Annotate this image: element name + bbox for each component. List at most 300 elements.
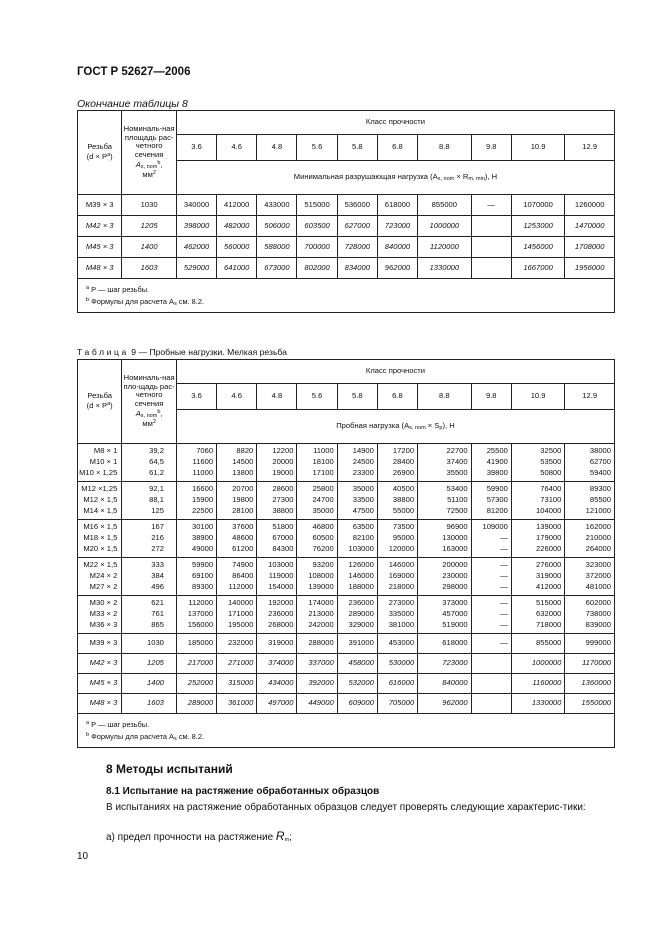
area-value: 92,1	[149, 484, 164, 494]
load-value: —	[500, 560, 508, 570]
table-row-group	[78, 596, 615, 634]
thread-cell	[78, 482, 122, 520]
load-value: 264000	[585, 543, 611, 553]
thread-value: M24 × 2	[89, 571, 118, 581]
load-value: 62700	[589, 457, 611, 467]
load-cell	[471, 216, 511, 237]
load-value: 25800	[312, 484, 334, 494]
load-value: 374000	[268, 658, 294, 668]
load-value: 298000	[442, 581, 468, 591]
load-cell: 641000	[217, 258, 257, 279]
load-value: 84300	[272, 543, 294, 553]
load-cell: 700000	[297, 237, 337, 258]
load-cell: 855000	[418, 195, 472, 216]
load-cell	[257, 654, 297, 674]
load-value: 63500	[352, 522, 374, 532]
footnote-b-end: см. 8.2.	[176, 297, 204, 306]
load-cell	[418, 520, 472, 558]
load-cell	[565, 520, 615, 558]
load-value: 17200	[392, 446, 415, 456]
thread-cell	[78, 674, 122, 694]
table9-caption-word: Таблица	[77, 347, 129, 357]
load-cell: 529000	[176, 258, 216, 279]
load-value: 273000	[388, 598, 415, 608]
load-value: 28100	[232, 505, 254, 515]
area-cell: 1400	[122, 237, 177, 258]
load-value: 139000	[308, 581, 334, 591]
load-value: 453000	[388, 638, 415, 648]
footnote-b-sub: s	[173, 301, 177, 307]
load-header-sub: s, nom	[437, 175, 455, 182]
load-cell: 1330000	[418, 258, 472, 279]
table-row	[78, 216, 615, 237]
rm-subscript: m	[284, 837, 290, 843]
class-cell: 10.9	[511, 384, 565, 410]
load-value: 329000	[348, 619, 374, 629]
load-value: 609000	[348, 698, 374, 708]
load-cell	[511, 654, 565, 674]
load-value: 515000	[536, 598, 562, 608]
thread-value: M10 × 1,25	[79, 467, 118, 477]
load-value: 112000	[188, 598, 214, 608]
load-value: 1330000	[531, 698, 562, 708]
load-value: 104000	[536, 505, 562, 515]
load-value: 392000	[308, 678, 334, 688]
thread-header-end: )	[110, 401, 113, 410]
load-cell: 1120000	[418, 237, 472, 258]
load-cell	[511, 558, 565, 596]
load-cell: 673000	[257, 258, 297, 279]
thread-value: M30 × 2	[89, 598, 118, 608]
class-cell: 6.8	[377, 384, 417, 410]
thread-value: M22 × 1,5	[83, 560, 118, 570]
load-value: 81200	[486, 505, 508, 515]
area-cell	[122, 596, 177, 634]
load-value: 89300	[191, 581, 214, 591]
load-value: 17100	[312, 467, 334, 477]
load-cell	[471, 258, 511, 279]
area-cell	[122, 674, 177, 694]
load-header-end: ), Н	[442, 420, 455, 430]
load-value: 140000	[227, 598, 254, 608]
load-value: 855000	[536, 638, 562, 648]
load-value: 24700	[312, 495, 334, 505]
thread-cell: M45 × 3	[78, 237, 122, 258]
area-value: 865	[151, 619, 164, 629]
notes-row	[78, 279, 615, 313]
load-cell: 506000	[257, 216, 297, 237]
load-value: 232000	[227, 638, 254, 648]
thread-cell: M39 × 3	[78, 195, 122, 216]
thread-cell	[78, 654, 122, 674]
table-row-group	[78, 654, 615, 674]
load-value: 337000	[308, 658, 334, 668]
load-value: 72500	[446, 505, 468, 515]
load-cell	[297, 654, 337, 674]
load-cell: 618000	[377, 195, 417, 216]
load-value: —	[500, 598, 508, 608]
load-value: 59900	[191, 560, 214, 570]
load-value: 200000	[442, 560, 468, 570]
class-cell: 9.8	[471, 135, 511, 161]
load-value: 59900	[486, 484, 508, 494]
load-cell: 1000000	[418, 216, 472, 237]
load-cell	[377, 558, 417, 596]
thread-value: M27 × 2	[89, 581, 118, 591]
load-value: 57300	[486, 495, 508, 505]
load-cell	[471, 558, 511, 596]
area-subscript: s, nom	[140, 412, 158, 419]
area-value: 1400	[147, 678, 164, 688]
class-cell: 12.9	[565, 135, 615, 161]
load-cell	[565, 482, 615, 520]
load-cell	[297, 444, 337, 482]
load-value: 1360000	[581, 678, 611, 688]
load-cell	[217, 654, 257, 674]
load-value: 632000	[536, 609, 562, 619]
area-cell: 1603	[122, 258, 177, 279]
list-item-text: а) предел прочности на растяжение	[106, 832, 276, 843]
load-cell: 728000	[337, 237, 377, 258]
area-unit-power: 2	[152, 170, 156, 177]
load-header-mid: × S	[425, 420, 440, 430]
table-row	[78, 258, 615, 279]
load-value: 14900	[352, 446, 374, 456]
footnote-mark: b	[157, 408, 161, 415]
footnote-mark: a	[86, 720, 90, 726]
load-cell	[511, 694, 565, 714]
load-value: 27300	[272, 495, 294, 505]
load-value: 24500	[352, 457, 374, 467]
load-header-end: ), Н	[484, 171, 498, 181]
load-value: 76200	[312, 543, 334, 553]
load-cell	[217, 634, 257, 654]
class-cell: 12.9	[565, 384, 615, 410]
load-value: 16600	[191, 484, 214, 494]
load-value: 602000	[585, 598, 611, 608]
load-value: 19000	[272, 467, 294, 477]
load-cell	[377, 482, 417, 520]
load-value: 32500	[540, 446, 562, 456]
load-cell: 802000	[297, 258, 337, 279]
thread-value: M45 × 3	[89, 678, 118, 688]
list-item-a	[106, 829, 292, 843]
load-value: 434000	[268, 678, 294, 688]
strength-class-header: Класс прочности	[176, 111, 614, 135]
load-value: 481000	[585, 581, 611, 591]
footnote-a-text: P — шаг резьбы.	[91, 285, 150, 294]
load-value: 174000	[308, 598, 334, 608]
load-value: —	[500, 533, 508, 543]
load-cell	[418, 596, 472, 634]
thread-cell: M48 × 3	[78, 258, 122, 279]
load-cell	[257, 444, 297, 482]
load-value: 381000	[388, 619, 415, 629]
load-cell	[337, 444, 377, 482]
load-value: 40500	[392, 484, 415, 494]
thread-header-label: Резьба	[87, 391, 112, 401]
thread-header-end: )	[110, 152, 113, 161]
area-cell: 1030	[122, 195, 177, 216]
load-value: 192000	[268, 598, 294, 608]
section-paragraph: В испытаниях на растяжение обработанных образцов следует проверять следующие характерис-тики:	[106, 802, 586, 813]
area-header-label: Номиналь-ная площадь рас-четного сечения	[123, 124, 175, 160]
load-value: 146000	[388, 560, 415, 570]
thread-header-formula: (d × P	[86, 401, 108, 410]
thread-header-label: Резьба	[87, 142, 112, 152]
load-cell	[565, 558, 615, 596]
load-cell	[377, 596, 417, 634]
load-cell	[337, 558, 377, 596]
area-header: Номиналь-ная пло-щадь рас-четного сечения As, nom$^b$, $мм^2$	[122, 360, 177, 444]
load-value: 242000	[308, 619, 334, 629]
area-value: 496	[151, 581, 164, 591]
thread-value: M33 × 2	[89, 609, 118, 619]
load-value: 236000	[348, 598, 374, 608]
footnote-mark: a	[86, 285, 90, 291]
load-value: 47500	[352, 505, 374, 515]
document-code: ГОСТ Р 52627—2006	[77, 66, 191, 78]
load-cell	[297, 558, 337, 596]
load-value: 49000	[191, 543, 214, 553]
load-cell	[418, 654, 472, 674]
table-row-group	[78, 444, 615, 482]
load-value: 391000	[348, 638, 374, 648]
thread-header	[78, 111, 122, 195]
load-cell: —	[471, 195, 511, 216]
table9-caption-text: 9 — Пробные нагрузки. Мелкая резьба	[131, 347, 287, 357]
thread-value: M10 × 1	[89, 457, 118, 467]
footnote-b-text: Формулы для расчета A	[91, 297, 174, 306]
thread-value: M20 × 1,5	[83, 543, 118, 553]
load-cell: 834000	[337, 258, 377, 279]
load-value: 46800	[312, 522, 334, 532]
load-value: 276000	[536, 560, 562, 570]
load-value: 11600	[192, 457, 214, 467]
load-value: 252000	[187, 678, 214, 688]
load-value: 121000	[585, 505, 611, 515]
load-cell	[471, 444, 511, 482]
load-cell	[257, 596, 297, 634]
table-row-group	[78, 482, 615, 520]
load-cell	[511, 444, 565, 482]
load-value: 61200	[232, 543, 254, 553]
load-value: —	[500, 581, 508, 591]
area-value: 64,5	[149, 457, 164, 467]
load-value: 38000	[589, 446, 611, 456]
load-value: 213000	[308, 609, 334, 619]
load-cell	[565, 674, 615, 694]
class-cell: 5.8	[337, 135, 377, 161]
load-value: 412000	[536, 581, 562, 591]
load-value: 51800	[272, 522, 294, 532]
load-value: 19800	[232, 495, 254, 505]
load-value: 723000	[442, 658, 468, 668]
thread-value: M18 × 1,5	[83, 533, 118, 543]
load-cell	[176, 674, 216, 694]
rm-symbol: R	[275, 829, 285, 843]
area-value: 272	[151, 543, 164, 553]
load-value: 162000	[585, 522, 611, 532]
table-row-group	[78, 520, 615, 558]
thread-value: M48 × 3	[89, 698, 118, 708]
area-cell	[122, 654, 177, 674]
load-cell: 840000	[377, 237, 417, 258]
area-value: 384	[151, 571, 164, 581]
load-value: 55000	[392, 505, 415, 515]
load-value: 112000	[228, 581, 254, 591]
thread-value: M39 × 3	[89, 638, 118, 648]
load-cell	[511, 482, 565, 520]
load-value: 38900	[191, 533, 214, 543]
load-cell: 560000	[217, 237, 257, 258]
load-value: 519000	[442, 619, 468, 629]
load-value: 59400	[589, 467, 611, 477]
load-value: 85500	[589, 495, 611, 505]
load-cell	[297, 674, 337, 694]
load-value: 11000	[313, 446, 334, 456]
load-value: 840000	[442, 678, 468, 688]
thread-header-formula: (d × P	[86, 152, 108, 161]
load-cell	[257, 694, 297, 714]
load-cell	[176, 444, 216, 482]
load-value: 60500	[312, 533, 334, 543]
load-value: 103000	[268, 560, 294, 570]
footnote-mark: b	[86, 297, 90, 303]
load-value: 20000	[272, 457, 294, 467]
area-header-label: Номиналь-ная пло-щадь рас-четного сечения	[123, 373, 175, 409]
load-value: 126000	[348, 560, 374, 570]
load-cell	[471, 237, 511, 258]
load-value: 236000	[268, 609, 294, 619]
area-value: 1205	[147, 658, 164, 668]
load-value: 210000	[585, 533, 611, 543]
load-value: 48600	[232, 533, 254, 543]
load-value: 457000	[442, 609, 468, 619]
load-value: 53400	[446, 484, 468, 494]
area-value: 88,1	[149, 495, 164, 505]
table-row-group	[78, 694, 615, 714]
footnote-a-text: P — шаг резьбы.	[91, 720, 150, 729]
load-value: 14500	[232, 457, 254, 467]
load-header-sub: s, nom	[409, 424, 426, 431]
load-cell	[217, 520, 257, 558]
area-symbol: A	[135, 408, 141, 418]
table8-caption: Окончание таблицы 8	[77, 98, 188, 110]
load-value: 103000	[348, 543, 374, 553]
area-cell	[122, 558, 177, 596]
class-cell: 5.6	[297, 135, 337, 161]
load-value: 323000	[585, 560, 611, 570]
load-value: —	[500, 571, 508, 581]
load-cell: 433000	[257, 195, 297, 216]
load-cell	[377, 674, 417, 694]
area-unit: мм	[142, 170, 153, 180]
load-cell: 1470000	[565, 216, 615, 237]
class-cell: 4.6	[217, 135, 257, 161]
load-value: 108000	[308, 571, 334, 581]
class-cell: 3.6	[176, 384, 216, 410]
load-cell	[377, 694, 417, 714]
load-value: 8820	[236, 446, 254, 456]
load-value: 458000	[348, 658, 374, 668]
area-cell	[122, 520, 177, 558]
load-value: 226000	[536, 543, 562, 553]
load-header-text: Пробная нагрузка (A	[336, 420, 410, 430]
load-cell: 1956000	[565, 258, 615, 279]
load-value: —	[500, 609, 508, 619]
class-cell: 6.8	[377, 135, 417, 161]
load-value: 139000	[536, 522, 562, 532]
load-cell	[176, 558, 216, 596]
load-cell	[217, 482, 257, 520]
list-item-end: ;	[289, 832, 292, 843]
header-row	[78, 111, 615, 135]
load-value: 69100	[191, 571, 214, 581]
load-value: 86400	[232, 571, 254, 581]
area-value: 1030	[147, 638, 164, 648]
load-value: 28600	[272, 484, 294, 494]
load-value: 532000	[348, 678, 374, 688]
load-value: 163000	[442, 543, 468, 553]
load-value: 109000	[482, 522, 508, 532]
footnote-b-end: см. 8.2.	[176, 732, 204, 741]
load-value: 154000	[268, 581, 294, 591]
load-value: 73100	[540, 495, 562, 505]
load-value: 146000	[348, 571, 374, 581]
load-value: 95000	[392, 533, 415, 543]
load-cell	[176, 482, 216, 520]
load-cell	[418, 634, 472, 654]
load-value: 93200	[312, 560, 334, 570]
thread-header	[78, 360, 122, 444]
table9-caption	[77, 347, 287, 357]
thread-value: M16 × 1,5	[83, 522, 118, 532]
load-cell	[377, 520, 417, 558]
load-cell	[297, 520, 337, 558]
load-cell	[217, 558, 257, 596]
class-cell: 4.8	[257, 135, 297, 161]
area-value: 216	[151, 533, 164, 543]
area-value: 125	[151, 505, 164, 515]
load-cell	[257, 558, 297, 596]
load-value: 962000	[442, 698, 468, 708]
load-cell: 1253000	[511, 216, 565, 237]
load-value: 20700	[232, 484, 254, 494]
load-cell	[217, 596, 257, 634]
footnote-mark: a	[107, 152, 111, 158]
area-value: 621	[151, 598, 164, 608]
area-cell	[122, 694, 177, 714]
class-cell: 8.8	[418, 384, 472, 410]
load-value: 53500	[540, 457, 562, 467]
load-value: 67000	[272, 533, 294, 543]
class-cell: 5.8	[337, 384, 377, 410]
load-cell	[471, 694, 511, 714]
table-row-group	[78, 674, 615, 694]
load-cell: 962000	[377, 258, 417, 279]
table-9	[77, 359, 615, 748]
load-value: 156000	[187, 619, 214, 629]
load-value: 319000	[536, 571, 562, 581]
footnote-b-text: Формулы для расчета A	[91, 732, 174, 741]
load-value: 28400	[392, 457, 415, 467]
load-value: 268000	[268, 619, 294, 629]
area-value: 39,2	[149, 446, 164, 456]
load-value: 26900	[392, 467, 415, 477]
load-cell	[377, 634, 417, 654]
load-value: 74900	[232, 560, 254, 570]
